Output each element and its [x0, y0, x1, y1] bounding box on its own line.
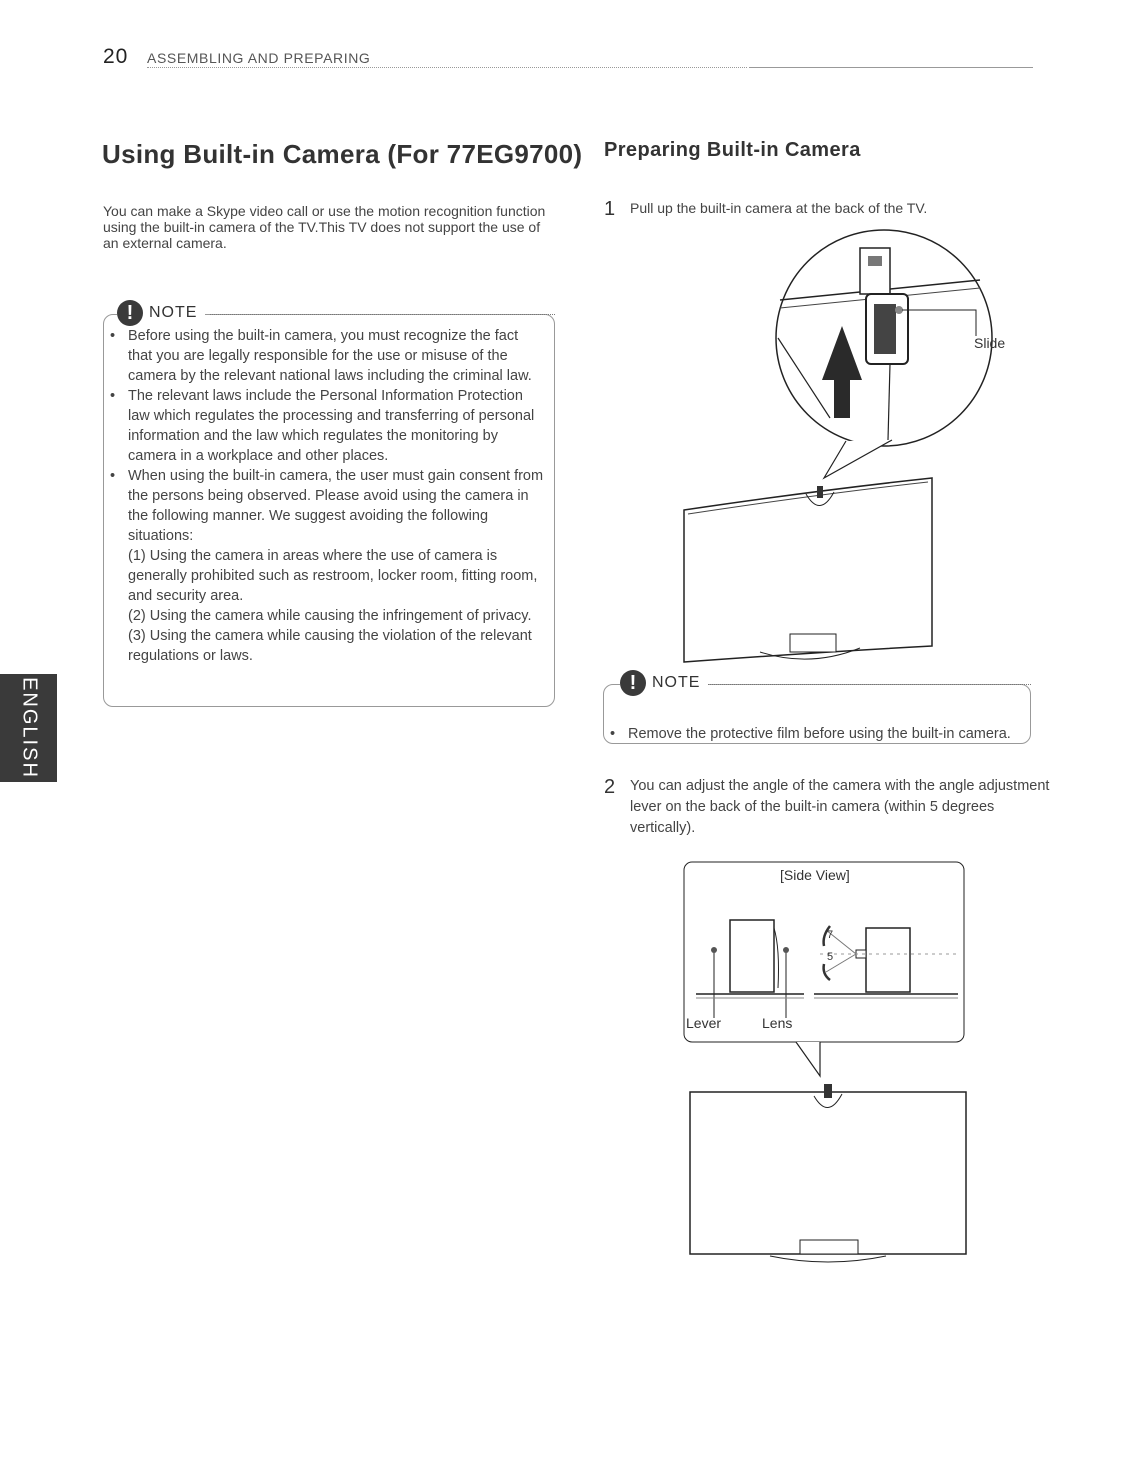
language-tab-label: ENGLISH [18, 677, 40, 779]
note-sub-item: (1) Using the camera in areas where the use of camera is generally prohibited such as restroom, locker room, fitting room, and security area. [128, 548, 538, 604]
side-view-label: [Side View] [780, 867, 850, 883]
lens-label: Lens [762, 1015, 793, 1031]
step-number: 1 [604, 198, 616, 220]
angle-down-value: 5 [827, 951, 834, 963]
note-sub-item: (2) Using the camera while causing the infringement of privacy. [128, 608, 532, 624]
section-title: ASSEMBLING AND PREPARING [147, 50, 371, 66]
note-label: NOTE [652, 674, 701, 691]
intro-paragraph: You can make a Skype video call or use the motion recognition function using the built-in camera of the TV.This TV does not support the use of an external camera. [103, 203, 546, 251]
language-tab [0, 674, 57, 782]
warning-icon: ! [620, 670, 646, 696]
page-number: 20 [103, 45, 129, 68]
lever-label: Lever [686, 1015, 722, 1031]
note-item: • Remove the protective film before using the built-in camera. [604, 724, 1014, 744]
preparing-camera-title: Preparing Built-in Camera [604, 139, 861, 161]
note-rule-left [210, 314, 555, 315]
note-list-left [104, 326, 544, 666]
note-item-text: When using the built-in camera, the user must gain consent from the persons being observed. Please avoid using the camera in the following manner. We suggest avoiding the following situations: [128, 468, 544, 544]
note-item: • Before using the built-in camera, you must recognize the fact that you are legally responsible for the use or misuse of the camera by the relevant national laws including the criminal law. [104, 326, 544, 386]
note-rule-right [705, 684, 1031, 685]
step-2 [604, 776, 1060, 839]
note-header-left [117, 300, 205, 326]
camera-section-title: Using Built-in Camera (For 77EG9700) [102, 139, 583, 169]
header-rule-dotted [147, 67, 747, 68]
note-label: NOTE [149, 304, 198, 321]
step-1 [604, 198, 1044, 221]
note-item: • The relevant laws include the Personal Information Protection law which regulates the processing and transferring of personal information and the law which regulates the monitoring by camera in a workplace and other places. [104, 386, 544, 466]
note-sub-item: (3) Using the camera while causing the violation of the relevant regulations or laws. [128, 628, 532, 664]
header-rule-solid [749, 67, 1033, 68]
pull-up-camera-illustration [680, 228, 1020, 668]
side-view-illustration [680, 858, 970, 1268]
angle-up-value: 7 [827, 929, 834, 941]
slide-label: Slide [974, 335, 1006, 351]
page-header [103, 45, 1033, 71]
note-list-right [604, 724, 1014, 744]
step-text: Pull up the built-in camera at the back of the TV. [630, 200, 928, 216]
step-text: You can adjust the angle of the camera with the angle adjustment lever on the back of the built-in camera (within 5 degrees vertically). [630, 778, 1050, 836]
warning-icon: ! [117, 300, 143, 326]
step-number: 2 [604, 776, 616, 798]
note-item [104, 466, 544, 666]
note-header-right [620, 670, 708, 696]
